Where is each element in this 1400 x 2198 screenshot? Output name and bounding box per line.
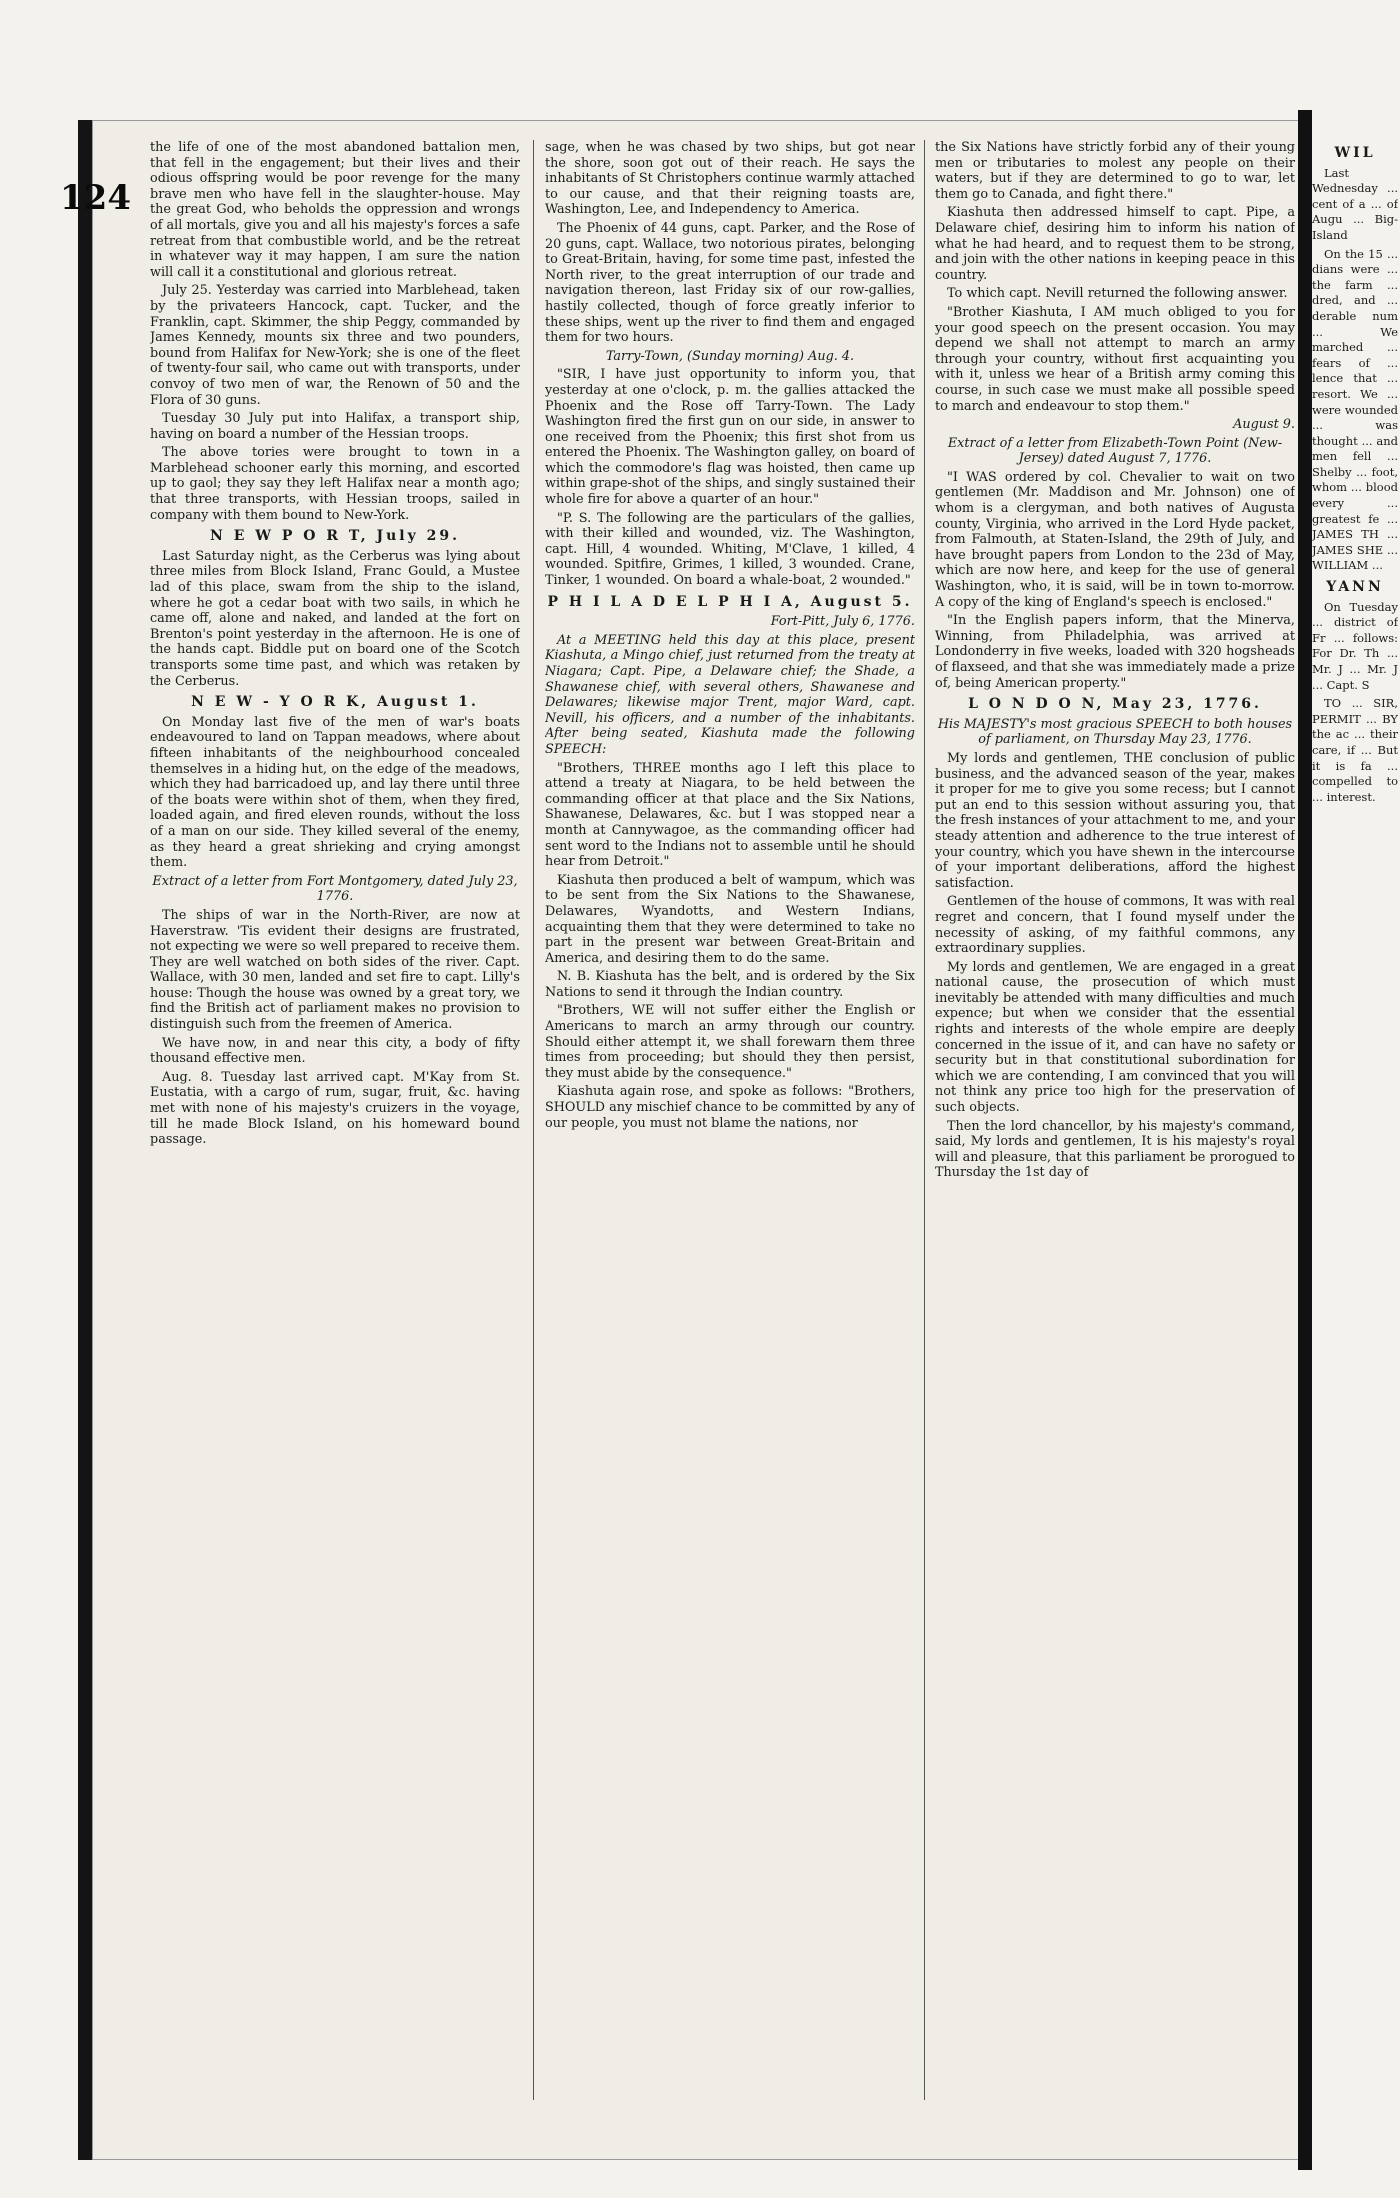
paragraph: Tuesday 30 July put into Halifax, a transport ship, having on board a number of the Hessian troops.	[150, 411, 520, 442]
letter-heading: Fort-Pitt, July 6, 1776.	[770, 614, 915, 630]
paragraph: July 25. Yesterday was carried into Marblehead, taken by the privateers Hancock, capt. Tucker, and the Franklin, capt. Skimmer, the ship Peggy, commanded by James Kennedy, mounts six three and two pounders, bound from Halifax for New-York; she is one of the fleet of twenty-four sail, who came out with transports, under convoy of two men of war, the Renown of 50 and the Flora of 30 guns.	[150, 283, 520, 408]
dateline-heading: N E W - Y O R K, August 1.	[191, 694, 479, 711]
column-2	[545, 140, 915, 2100]
paragraph: "Brother Kiashuta, I AM much obliged to you for your good speech on the present occasion. You may depend we shall not attempt to march an army through your country, without first acquainting you with it, unless we hear of a British army coming this course, in such case we must make all possible speed to march and endeavour to stop them."	[935, 304, 1295, 414]
dateline-heading: P H I L A D E L P H I A, August 5.	[547, 593, 913, 610]
paragraph: the life of one of the most abandoned battalion men, that fell in the engagement; but their lives and their odious offspring would be poor revenge for the many brave men who have fell in the slaughter-house. May the great God, who beholds the oppression and wrongs of all mortals, give you and all his majesty's forces a safe retreat from that combustible world, and be the retreat in whatever way it may happen, I am sure the nation will call it a constitutional and glorious retreat.	[150, 140, 520, 280]
paragraph: At a MEETING held this day at this place, present Kiashuta, a Mingo chief, just returned from the treaty at Niagara; Capt. Pipe, a Delaware chief; the Shade, a Shawanese chief, with several others, Shawanese and Delawares; likewise major Trent, major Ward, capt. Nevill, his officers, and a number of the inhabitants. After being seated, Kiashuta made the following SPEECH:	[545, 632, 915, 757]
dateline-heading: N E W P O R T, July 29.	[210, 528, 460, 545]
letter-heading: His MAJESTY's most gracious SPEECH to both houses of parliament, on Thursday May 23, 1776.	[937, 716, 1293, 748]
page-number: 124	[60, 178, 131, 218]
dateline-heading: L O N D O N, May 23, 1776.	[968, 696, 1262, 713]
paragraph: sage, when he was chased by two ships, but got near the shore, soon got out of their reach. He says the inhabitants of St Christophers continue warmly attached to our cause, and that their reigning toasts are, Washington, Lee, and Independency to America.	[545, 140, 915, 218]
paragraph: We have now, in and near this city, a body of fifty thousand effective men.	[150, 1035, 520, 1067]
paragraph: the Six Nations have strictly forbid any of their young men or tributaries to molest any people on their waters, but if they are determined to go to war, let them go to Canada, and fight there."	[935, 140, 1295, 202]
paragraph: "SIR, I have just opportunity to inform you, that yesterday at one o'clock, p. m. the gallies attacked the Phoenix and the Rose off Tarry-Town. The Lady Washington fired the first gun on our side, in answer to one received from the Phoenix; this first shot from us entered the Phoenix. The Washington galley, on board of which the commodore's flag was hoisted, then came up within grape-shot of the ships, and singly sustained their whole fire for above a quarter of an hour."	[545, 367, 915, 508]
paragraph: Kiashuta then produced a belt of wampum, which was to be sent from the Six Nations to the Shawanese, Delawares, Wyandotts, and Western Indians, acquainting them that they were determined to take no part in the present war between Great-Britain and America, and desiring them to do the same.	[545, 872, 915, 966]
paragraph: On Tuesday ... district of Fr ... follows: For Dr. Th ... Mr. J ... Mr. J ... Capt. S	[1312, 599, 1398, 692]
paragraph: On the 15 ... dians were ... the farm ... dred, and ... derable num ... We marched ... fears of ... lence that ... resort. We ... were wounded ... was thought ... and men fell ... Shelby ... foot, whom ... blood every ... greatest fe ... JAMES TH ... JAMES SHE ... WILLIAM ...	[1312, 246, 1398, 573]
cropped-heading: WIL	[1334, 145, 1376, 161]
page-gutter	[1298, 110, 1312, 2170]
paragraph: Then the lord chancellor, by his majesty's command, said, My lords and gentlemen, It is his majesty's royal will and pleasure, that this parliament be prorogued to Thursday the 1st day of	[935, 1118, 1295, 1181]
paragraph: The above tories were brought to town in a Marblehead schooner early this morning, and escorted up to gaol; they say they left Halifax near a month ago; that three transports, with Hessian troops, sailed in company with them bound to New-York.	[150, 445, 520, 523]
column-rule	[533, 140, 534, 2100]
paragraph: "Brothers, WE will not suffer either the English or Americans to march an army through our country. Should either attempt it, we shall forewarn them three times from proceeding; but should they then persist, they must abide by the consequence."	[545, 1003, 915, 1081]
paragraph: To which capt. Nevill returned the following answer.	[947, 286, 1288, 302]
column-4-cropped	[1312, 140, 1398, 2100]
letter-heading: Extract of a letter from Elizabeth-Town Point (New-Jersey) dated August 7, 1776.	[947, 435, 1283, 467]
letter-heading: Tarry-Town, (Sunday morning) Aug. 4.	[605, 348, 855, 364]
paragraph: Last Wednesday ... cent of a ... of Augu ... Big-Island	[1312, 165, 1398, 242]
letter-heading: Extract of a letter from Fort Montgomery, dated July 23, 1776.	[152, 873, 518, 905]
paragraph: TO ... SIR, PERMIT ... BY the ac ... their care, if ... But it is fa ... compelled to ... interest.	[1312, 696, 1398, 804]
column-rule	[924, 140, 925, 2100]
paragraph: On Monday last five of the men of war's boats endeavoured to land on Tappan meadows, where about fifteen inhabitants of the neighbourhood concealed themselves in a hiding hut, on the edge of the meadows, which they had barricadoed up, and lay there until three of the boats were within shot of them, when they fired, loaded again, and fired eleven rounds, without the loss of a man on our side. They killed several of the enemy, as they heard a great shrieking and crying amongst them.	[150, 714, 520, 871]
cropped-heading: YANN	[1326, 579, 1384, 596]
paragraph: Kiashuta again rose, and spoke as follows: "Brothers, SHOULD any mischief chance to be committed by any of our people, you must not blame the nations, nor	[545, 1084, 915, 1131]
paragraph: "Brothers, THREE months ago I left this place to attend a treaty at Niagara, to be held between the commanding officer at that place and the Six Nations, Shawanese, Delawares, &c. but I was stopped near a month at Cannywagoe, as the commanding officer had sent word to the Indians not to assemble until he should hear from Detroit."	[545, 760, 915, 870]
paragraph: The Phoenix of 44 guns, capt. Parker, and the Rose of 20 guns, capt. Wallace, two notorious pirates, belonging to Great-Britain, having, for some time past, infested the North river, to the great interruption of our trade and navigation thereon, last Friday six of our row-gallies, hastily collected, though of force greatly inferior to these ships, went up the river to find them and engaged them for two hours.	[545, 220, 915, 346]
paragraph: Last Saturday night, as the Cerberus was lying about three miles from Block Island, Franc Gould, a Mustee lad of this place, swam from the ship to the island, where he got a cedar boat with two sails, in which he came off, alone and naked, and landed at the fort on Brenton's point yesterday in the afternoon. He is one of the hands capt. Biddle put on board one of the Scotch transports some time past, and which was retaken by the Cerberus.	[150, 548, 520, 689]
paragraph: "I WAS ordered by col. Chevalier to wait on two gentlemen (Mr. Maddison and Mr. Johnson) one of whom is a clergyman, and both natives of Augusta county, Virginia, who arrived in the Lord Hyde packet, from Falmouth, at Staten-Island, the 29th of July, and have brought papers from London to the 23d of May, which are now here, and keep for the use of general Washington, who, it is said, will be in town to-morrow. A copy of the king of England's speech is enclosed."	[935, 469, 1295, 610]
column-1	[150, 140, 520, 2100]
paragraph: Kiashuta then addressed himself to capt. Pipe, a Delaware chief, desiring him to inform his nation of what he had heard, and to request them to be strong, and join with the other nations in keeping peace in this country.	[935, 205, 1295, 283]
column-3	[935, 140, 1295, 2100]
paragraph: "In the English papers inform, that the Minerva, Winning, from Philadelphia, was arrived at Londonderry in five weeks, loaded with 320 hogsheads of flaxseed, and that she was immediately made a prize of, being American property."	[935, 613, 1295, 691]
paragraph: "P. S. The following are the particulars of the gallies, with their killed and wounded, viz. The Washington, capt. Hill, 4 wounded. Whiting, M'Clave, 1 killed, 4 wounded. Spitfire, Grimes, 1 killed, 3 wounded. Crane, Tinker, 1 wounded. On board a whale-boat, 2 wounded."	[545, 510, 915, 589]
paragraph: Gentlemen of the house of commons, It was with real regret and concern, that I found myself under the necessity of asking, of my faithful commons, any extraordinary supplies.	[935, 894, 1295, 957]
paragraph: The ships of war in the North-River, are now at Haverstraw. 'Tis evident their designs are frustrated, not expecting we were so well prepared to receive them. They are well watched on both sides of the river. Capt. Wallace, with 30 men, landed and set fire to capt. Lilly's house: Though the house was owned by a great tory, we find the British act of parliament makes no provision to distinguish such from the freemen of America.	[150, 907, 520, 1033]
paragraph: My lords and gentlemen, THE conclusion of public business, and the advanced season of the year, makes it proper for me to give you some recess; but I cannot put an end to this session without assuring you, that the fresh instances of your attachment to me, and your steady attention and adherence to the true interest of your country, which you have shewn in the intercourse of your important deliberations, afford the highest satisfaction.	[935, 750, 1295, 891]
paragraph: Aug. 8. Tuesday last arrived capt. M'Kay from St. Eustatia, with a cargo of rum, sugar, fruit, &c. having met with none of his majesty's cruizers in the voyage, till he made Block Island, on his homeward bound passage.	[150, 1069, 520, 1148]
paragraph: N. B. Kiashuta has the belt, and is ordered by the Six Nations to send it through the Indian country.	[545, 969, 915, 1000]
paragraph: My lords and gentlemen, We are engaged in a great national cause, the prosecution of which must inevitably be attended with many difficulties and much expence; but when we consider that the essential rights and interests of the whole empire are deeply concerned in the issue of it, and can have no safety or security but in that constitutional subordination for which we are contending, I am convinced that you will not think any price too high for the preservation of such objects.	[935, 959, 1295, 1116]
letter-heading: August 9.	[1233, 417, 1295, 433]
